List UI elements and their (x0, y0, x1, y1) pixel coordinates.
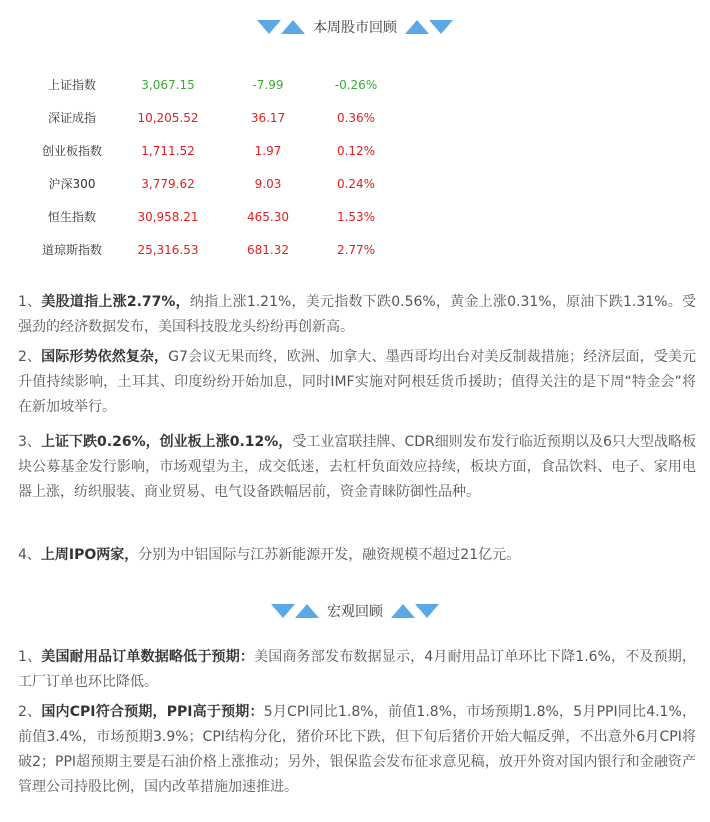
market-review-header (0, 15, 710, 39)
triangle-up-icon (295, 604, 319, 618)
index-price: 3,779.62 (141, 176, 195, 191)
point-highlight: 美股道指上涨2.77%， (41, 294, 190, 310)
market-review-title: 本周股市回顾 (313, 20, 397, 36)
point-text: 5月CPI同比1.8%，前值1.8%，市场预期1.8%，5月PPI同比4.1%，前值3.4%，市场预期3.9%；CPI结构分化，猪价环比下跌，但下旬后猪价开始大幅反弹，不出意外6月CPI将破2；PPI超预期主要是石油价格上涨推动；另外，银保监会发布征求意见稿，放开外资对国内银行和金融资产管理公司持股比例，国内改革措施加速推进。 (18, 704, 696, 795)
macro-point-2 (18, 700, 696, 800)
market-point-3 (18, 430, 696, 505)
point-number: 1、 (18, 294, 42, 310)
index-change: 1.97 (254, 143, 282, 158)
point-text: 美国商务部发布数据显示，4月耐用品订单环比下降1.6%，不及预期，工厂订单也环比降低。 (18, 649, 696, 690)
triangle-down-icon (429, 20, 453, 34)
index-table (28, 68, 396, 266)
triangle-up-icon (405, 20, 429, 34)
index-price: 10,205.52 (137, 110, 199, 125)
index-name: 上证指数 (47, 78, 96, 92)
point-text: 受工业富联挂牌、CDR细则发布发行临近预期以及6只大型战略板块公募基金发行影响，市场观望为主，成交低迷，去杠杆负面效应持续，板块方面，食品饮料、电子、家用电器上涨，纺织服装、商业贸易、电气设备跌幅居前，资金青睐防御性品种。 (18, 434, 696, 500)
point-highlight: 上证下跌0.26%，创业板上涨0.12%， (40, 434, 293, 450)
index-name: 深证成指 (47, 111, 96, 125)
index-name: 创业板指数 (41, 144, 102, 158)
point-highlight: 上周IPO两家， (40, 547, 139, 563)
index-percent: 0.24% (336, 176, 376, 191)
macro-review-header (0, 599, 710, 623)
triangle-down-icon (415, 604, 439, 618)
macro-review-title: 宏观回顾 (327, 604, 383, 620)
triangle-down-icon (257, 20, 281, 34)
point-text: 纳指上涨1.21%，美元指数下跌0.56%，黄金上涨0.31%，原油下跌1.31%。受强劲的经济数据发布，美国科技股龙头纷纷再创新高。 (18, 294, 696, 335)
triangle-up-icon (391, 604, 415, 618)
index-row (28, 233, 396, 266)
index-name: 道琼斯指数 (41, 243, 102, 257)
index-change: 36.17 (250, 110, 286, 125)
index-price: 30,958.21 (137, 209, 199, 224)
index-percent: 0.36% (336, 110, 376, 125)
index-percent: -0.26% (334, 77, 378, 92)
market-point-1 (18, 290, 696, 340)
index-row (28, 200, 396, 233)
index-price: 25,316.53 (137, 242, 199, 257)
point-text: G7会议无果而终，欧洲、加拿大、墨西哥均出台对美反制裁措施；经济层面，受美元升值持续影响，土耳其、印度纷纷开始加息，同时IMF实施对阿根廷货币援助；值得关注的是下周“特金会”将在新加坡举行。 (18, 349, 696, 415)
index-change: 681.32 (247, 242, 289, 257)
index-percent: 2.77% (336, 242, 376, 257)
point-number: 2、 (18, 349, 42, 365)
point-number: 2、 (18, 704, 42, 720)
index-name: 恒生指数 (47, 210, 96, 224)
index-row (28, 167, 396, 200)
market-point-2 (18, 345, 696, 420)
point-text: 分别为中铝国际与江苏新能源开发，融资规模不超过21亿元。 (138, 547, 521, 563)
index-price: 1,711.52 (141, 143, 195, 158)
point-number: 1、 (18, 649, 42, 665)
index-name: 沪深300 (48, 177, 96, 191)
triangle-up-icon (281, 20, 305, 34)
index-change: 9.03 (254, 176, 282, 191)
point-number: 4、 (18, 547, 41, 563)
index-row (28, 68, 396, 101)
point-highlight: 美国耐用品订单数据略低于预期： (41, 649, 255, 665)
point-highlight: 国际形势依然复杂， (41, 349, 169, 365)
macro-point-1 (18, 645, 696, 695)
index-percent: 0.12% (336, 143, 376, 158)
point-highlight: 国内CPI符合预期，PPI高于预期： (41, 704, 264, 720)
point-number: 3、 (18, 434, 41, 450)
index-row (28, 101, 396, 134)
market-point-4 (18, 543, 696, 568)
index-change: 465.30 (247, 209, 289, 224)
index-percent: 1.53% (336, 209, 376, 224)
triangle-down-icon (271, 604, 295, 618)
index-price: 3,067.15 (141, 77, 195, 92)
index-row (28, 134, 396, 167)
index-change: -7.99 (252, 77, 284, 92)
